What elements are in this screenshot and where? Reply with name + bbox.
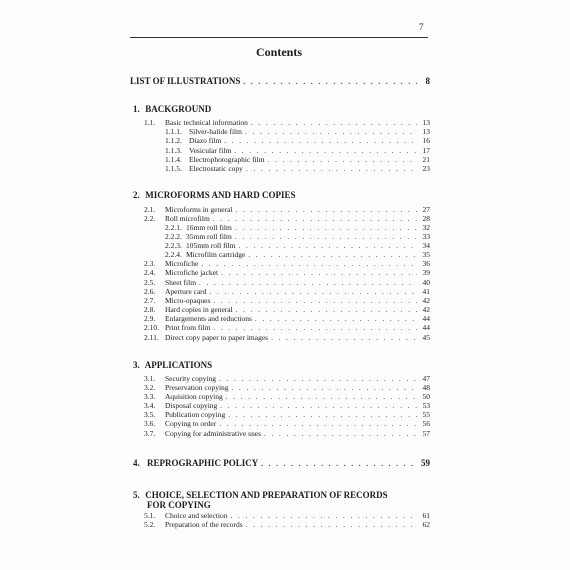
toc-entry[interactable] [144,268,430,277]
entry-page-number: 62 [422,520,430,529]
dot-leader [239,242,417,250]
entry-number: 2.2.4. [165,250,182,259]
dot-leader [221,269,417,277]
dot-leader [228,411,417,419]
dot-leader [251,119,417,127]
entry-page-number: 55 [422,410,430,419]
entry-number: 1.1. [144,118,156,127]
dot-leader [213,324,417,332]
entry-page-number: 59 [421,458,430,468]
toc-entry[interactable] [144,323,430,332]
entry-title: Microfiche [165,259,199,268]
toc-entry[interactable] [144,305,430,314]
entry-title: Microforms in general [165,205,233,214]
section-title: CHOICE, SELECTION AND PREPARATION OF RECORDS [143,490,388,500]
entry-number: 1.1.3. [165,146,182,155]
entry-title: Microfiche jacket [165,268,219,277]
entry-number: 1.1.5. [165,164,182,173]
entry-title: Basic technical information [165,118,248,127]
toc-entry[interactable] [144,511,430,520]
dot-leader [234,147,417,155]
toc-entry[interactable] [144,392,430,401]
toc-entry[interactable] [144,520,430,529]
entry-page-number: 27 [422,205,430,214]
dot-leader [199,279,417,287]
entry-number: 5.2. [144,520,156,529]
toc-entry[interactable] [165,146,430,155]
dot-leader [219,420,417,428]
section-title: MICROFORMS AND HARD COPIES [143,190,296,200]
entry-page-number: 8 [425,76,430,86]
dot-leader [264,430,417,438]
toc-entry[interactable] [165,232,430,241]
entry-page-number: 44 [422,323,430,332]
toc-entry[interactable] [144,401,430,410]
entry-title: Disposal copying [165,401,218,410]
entry-page-number: 53 [422,401,430,410]
entry-title: REPROGRAPHIC POLICY [147,458,259,468]
entry-title: Copying to order [165,419,217,428]
entry-number: 2.5. [144,278,156,287]
page-number: 7 [419,22,424,32]
entry-title: 105mm roll film [186,241,236,250]
toc-entry[interactable] [144,214,430,223]
toc-entry[interactable] [144,118,430,127]
entry-number: 2.4. [144,268,156,277]
entry-number: 3.3. [144,392,156,401]
entry-page-number: 45 [422,333,430,342]
dot-leader [243,78,417,86]
toc-entry[interactable] [133,458,430,468]
toc-entry[interactable] [144,287,430,296]
toc-entry[interactable] [144,296,430,305]
entry-title: Direct copy paper to paper images [165,333,269,342]
entry-title: LIST OF ILLUSTRATIONS [130,76,241,86]
dot-leader [236,306,417,314]
entry-number: 2.6. [144,287,156,296]
entry-title: Choice and selection [165,511,228,520]
dot-leader [271,334,417,342]
entry-number: 3.6. [144,419,156,428]
entry-page-number: 33 [422,232,430,241]
toc-entry[interactable] [165,241,430,250]
dot-leader [226,393,417,401]
toc-entry[interactable] [144,278,430,287]
dot-leader [213,297,417,305]
entry-page-number: 13 [422,118,430,127]
dot-leader [224,137,417,145]
section-title: BACKGROUND [143,104,212,114]
entry-number: 4. [133,458,140,468]
entry-title: Aperture card [165,287,207,296]
entry-title: Sheet film [165,278,197,287]
entry-title: Preparation of the records [165,520,243,529]
toc-entry[interactable] [144,205,430,214]
entry-number: 2.8. [144,305,156,314]
dot-leader [209,288,417,296]
toc-entry[interactable] [144,259,430,268]
toc-entry[interactable] [165,164,430,173]
entry-title: Print from film [165,323,211,332]
entry-number: 2.2.2. [165,232,182,241]
entry-number: 1.1.1. [165,127,182,136]
entry-number: 3.2. [144,383,156,392]
dot-leader [261,460,417,468]
dot-leader [220,402,417,410]
entry-number: 3.1. [144,374,156,383]
entry-number: 2.9. [144,314,156,323]
entry-title: Electrostatic copy [189,164,243,173]
entry-number: 2.2.1. [165,223,182,232]
entry-page-number: 17 [422,146,430,155]
section-heading [133,104,211,114]
entry-title: Hard copies in general [165,305,233,314]
entry-title: Roll microfilm [165,214,210,223]
entry-title: Micro-opaques [165,296,211,305]
section-heading [133,190,296,200]
entry-page-number: 42 [422,305,430,314]
entry-number: 3.7. [144,429,156,438]
dot-leader [232,384,417,392]
entry-page-number: 23 [422,164,430,173]
dot-leader [219,375,417,383]
entry-number: 2.2.3. [165,241,182,250]
dot-leader [245,128,417,136]
entry-page-number: 13 [422,127,430,136]
entry-title: 35mm roll film [186,232,232,241]
toc-entry[interactable] [144,419,430,428]
entry-page-number: 35 [422,250,430,259]
entry-title: Microfilm cartridge [186,250,246,259]
entry-page-number: 40 [422,278,430,287]
entry-number: 2.1. [144,205,156,214]
entry-title: Preservation copying [165,383,229,392]
entry-page-number: 48 [422,383,430,392]
dot-leader [230,512,417,520]
entry-page-number: 36 [422,259,430,268]
entry-title: Aquisition copying [165,392,223,401]
entry-page-number: 28 [422,214,430,223]
toc-entry[interactable] [165,223,430,232]
toc-entry[interactable] [144,383,430,392]
entry-page-number: 41 [422,287,430,296]
entry-title: Diazo film [189,136,222,145]
dot-leader [235,224,417,232]
section-title: APPLICATIONS [143,360,213,370]
section-number: 2. [133,190,140,200]
toc-entry[interactable] [165,155,430,164]
entry-number: 3.4. [144,401,156,410]
toc-entry[interactable] [144,374,430,383]
toc-entry[interactable] [144,314,430,323]
entry-page-number: 56 [422,419,430,428]
dot-leader [213,215,417,223]
dot-leader [235,233,417,241]
toc-entry[interactable] [165,127,430,136]
entry-number: 5.1. [144,511,156,520]
section-number: 3. [133,360,140,370]
section-heading [133,490,388,510]
entry-page-number: 34 [422,241,430,250]
entry-title: Enlargements and reductions [165,314,252,323]
entry-number: 3.5. [144,410,156,419]
dot-leader [248,251,417,259]
dot-leader [246,521,417,529]
dot-leader [255,315,417,323]
entry-page-number: 32 [422,223,430,232]
entry-number: 2.10. [144,323,159,332]
toc-entry[interactable] [165,136,430,145]
entry-page-number: 44 [422,314,430,323]
header-rule [130,37,428,38]
entry-number: 2.11. [144,333,159,342]
entry-page-number: 42 [422,296,430,305]
toc-entry[interactable] [144,429,430,438]
entry-title: Security copying [165,374,217,383]
page-title: Contents [255,45,302,59]
entry-page-number: 21 [422,155,430,164]
entry-number: 2.7. [144,296,156,305]
entry-number: 1.1.2. [165,136,182,145]
section-title-continued: FOR COPYING [147,500,211,510]
toc-entry[interactable] [165,250,430,259]
entry-number: 2.2. [144,214,156,223]
entry-page-number: 16 [422,136,430,145]
entry-title: Publication copying [165,410,226,419]
entry-title: Copying for administrative uses [165,429,262,438]
section-number: 1. [133,104,140,114]
entry-number: 1.1.4. [165,155,182,164]
entry-page-number: 50 [422,392,430,401]
entry-page-number: 57 [422,429,430,438]
toc-entry[interactable] [130,76,430,86]
dot-leader [201,260,417,268]
entry-number: 2.3. [144,259,156,268]
section-heading [133,360,212,370]
dot-leader [268,156,417,164]
entry-page-number: 61 [422,511,430,520]
entry-page-number: 47 [422,374,430,383]
entry-title: Vesicular film [189,146,232,155]
section-number: 5. [133,490,140,500]
dot-leader [235,206,417,214]
toc-entry[interactable] [144,410,430,419]
entry-page-number: 39 [422,268,430,277]
toc-entry[interactable] [144,333,430,342]
entry-title: 16mm roll film [186,223,232,232]
entry-title: Silver-halide film [189,127,242,136]
dot-leader [246,165,417,173]
entry-title: Electrophotographic film [189,155,265,164]
